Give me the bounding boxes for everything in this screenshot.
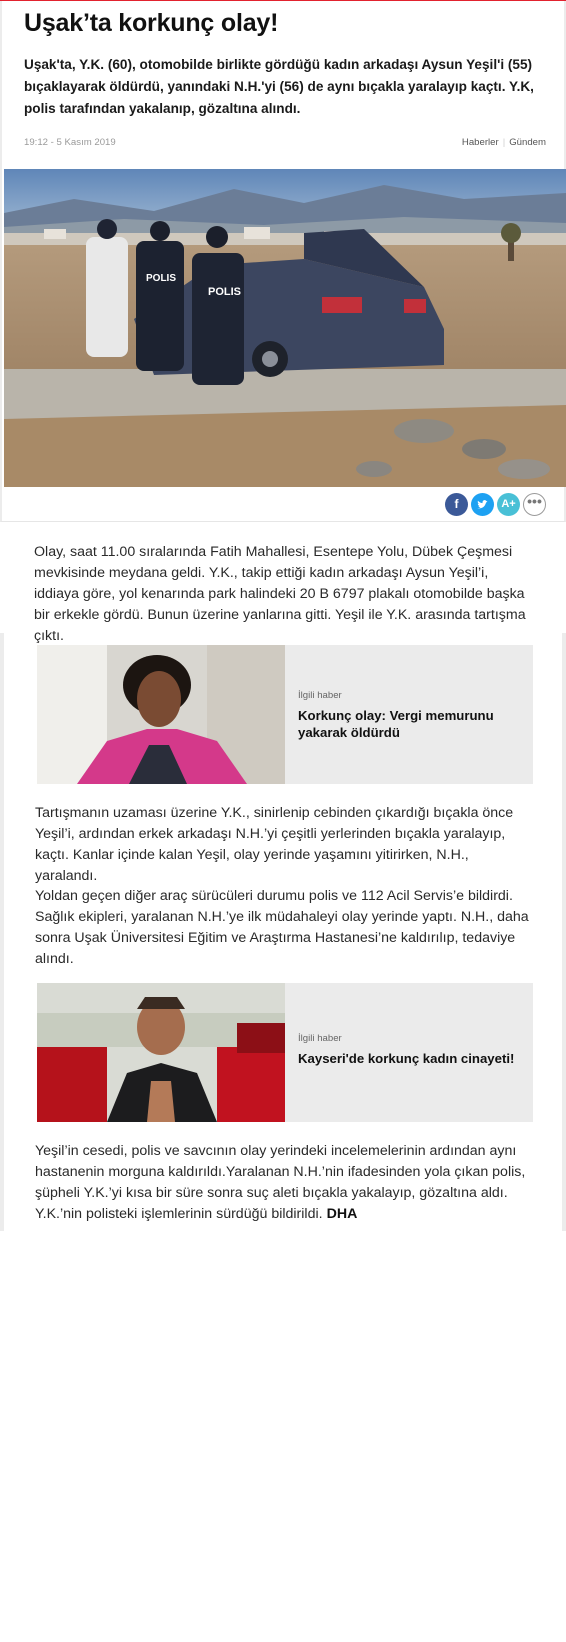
related-news-label: İlgili haber — [298, 690, 342, 701]
vest-text-1: POLIS — [146, 273, 177, 284]
twitter-icon — [471, 493, 494, 516]
font-size-button[interactable]: A+ — [497, 493, 520, 516]
related-news-title[interactable]: Kayseri'de korkunç kadın cinayeti! — [298, 1051, 515, 1066]
category-link-gundem[interactable]: Gündem — [509, 137, 546, 148]
vest-text-2: POLIS — [208, 286, 242, 298]
twitter-share-button[interactable] — [471, 493, 494, 516]
more-options-button[interactable]: ••• — [523, 493, 546, 516]
hero-image — [4, 169, 566, 487]
article-header-card — [0, 1, 566, 522]
category-link-haberler[interactable]: Haberler — [461, 137, 499, 148]
related-news-card[interactable] — [37, 983, 533, 1122]
related-news-label: İlgili haber — [298, 1033, 342, 1044]
publish-date: 19:12 - 5 Kasım 2019 — [24, 137, 116, 148]
news-source: DHA — [326, 1206, 358, 1222]
article-title: Uşak’ta korkunç olay! — [24, 9, 279, 37]
article-paragraph-4 — [35, 1141, 533, 1225]
breadcrumb-divider: | — [502, 137, 506, 148]
related-news-thumbnail[interactable] — [37, 645, 285, 784]
category-breadcrumb — [462, 137, 546, 148]
facebook-icon: f — [454, 497, 459, 511]
article-paragraph-3: Yoldan geçen diğer araç sürücüleri durumu polis ve 112 Acil Servis’e bildirdi. Sağlık ekipleri, yaralanan N.H.’ye ilk müdahaleyi olay yerinde yaptı. N.H., daha sonra Uşak Üniversitesi Eğitim ve Araştırma Hastanesi’ne kaldırılıp, tedaviye alındı. — [35, 888, 529, 967]
share-bar — [2, 489, 566, 521]
article-meta — [24, 137, 546, 151]
related-news-title[interactable]: Korkunç olay: Vergi memurunu yakarak öldürdü — [298, 708, 494, 740]
article-paragraph-1: Olay, saat 11.00 sıralarında Fatih Mahallesi, Esentepe Yolu, Dübek Çeşmesi mevkisinde meydana geldi. Y.K., takip ettiği kadın arkadaşı Aysun Yeşil’i, iddiaya göre, yol kenarında park halindeki 20 B 6797 plakalı otomobilde başka bir erkekle gördü. Bunun üzerine yanlarına gitti. Yeşil ile Y.K. arasında tartışma çıktı. — [34, 544, 526, 644]
article-paragraph-2: Tartışmanın uzaması üzerine Y.K., sinirlenip cebinden çıkardığı bıçakla önce Yeşil’i, ardından erkek arkadaşı N.H.’yi çeşitli yerlerinden bıçakla yaralayıp, kaçtı. Kanlar içinde kalan Yeşil, olay yerinde yaşamını yitirirken, N.H., yaralandı. — [35, 805, 514, 884]
article-lead: Uşak'ta, Y.K. (60), otomobilde birlikte gördüğü kadın arkadaşı Aysun Yeşil'i (55) bıçaklayarak öldürdü, yanındaki N.H.'yi (56) de aynı bıçakla yaralayıp kaçtı. Y.K, polis tarafından yakalanıp, gözaltına alındı. — [24, 57, 534, 116]
related-news-thumbnail[interactable] — [37, 983, 285, 1122]
related-news-card[interactable] — [37, 645, 533, 784]
facebook-share-button[interactable] — [445, 493, 468, 516]
article-paragraph-4-text: Yeşil’in cesedi, polis ve savcının olay yerindeki incelemelerinin ardından aynı hastanenin morguna kaldırıldı.Yaralanan N.H.’nin ifadesinden yola çıkan polis, şüpheli Y.K.’yi kısa bir süre sonra suç aleti bıçakla yakalayıp, gözaltına aldı. Y.K.’nin polisteki işlemlerinin sürdüğü bildirildi. — [35, 1143, 526, 1222]
